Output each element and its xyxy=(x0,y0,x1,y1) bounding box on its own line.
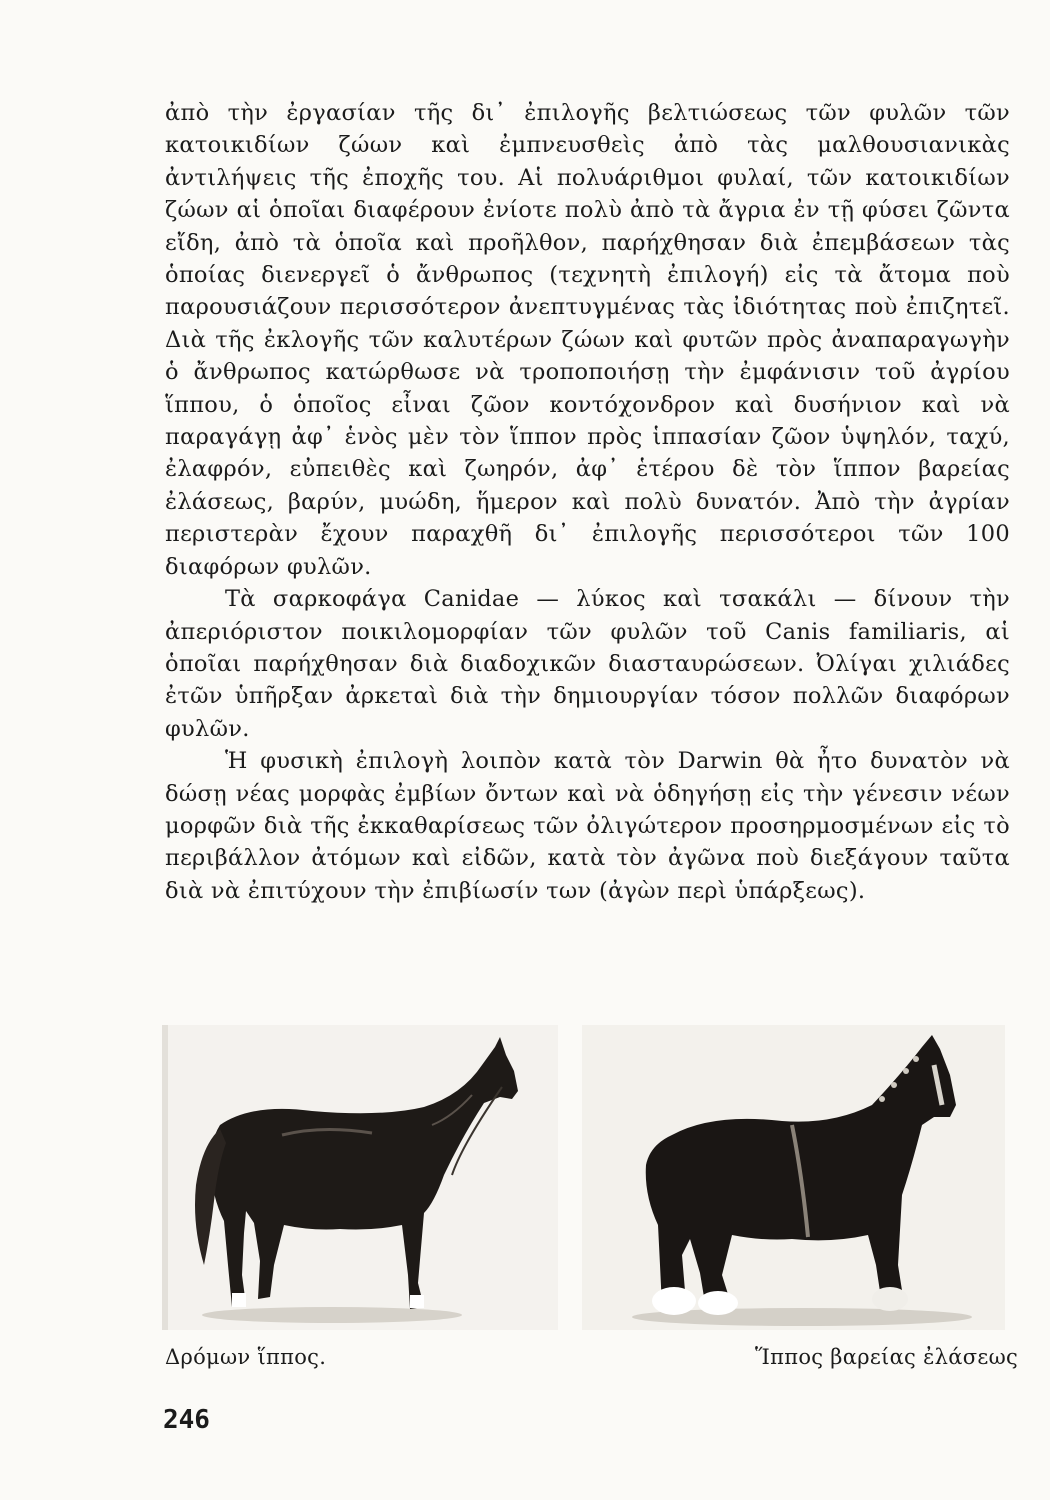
left-figure-caption: Δρόμων ἵππος. xyxy=(165,1345,327,1369)
paragraph-2: Τὰ σαρκοφάγα Canidae — λύκος καὶ τσακάλι — δίνουν τὴν ἀπεριόριστον ποικιλομορφίαν τῶν φυλῶν τοῦ Canis familiaris, αἱ ὁποῖαι παρήχθησαν διὰ διαδοχικῶν διασταυρώσεων. Ὀλίγαι χιλιάδες ἐτῶν ὑπῆρξαν ἀρκεταὶ διὰ τὴν δημιουργίαν τόσον πολλῶν διαφόρων φυλῶν. xyxy=(165,586,1010,742)
paragraph-3: Ἡ φυσικὴ ἐπιλογὴ λοιπὸν κατὰ τὸν Darwin θὰ ἦτο δυνατὸν νὰ δώσῃ νέας μορφὰς ἐμβίων ὄντων καὶ νὰ ὁδηγήσῃ εἰς τὴν γένεσιν νέων μορφῶν διὰ τῆς ἐκκαθαρίσεως τῶν ὀλιγώτερον προσηρμοσμένων εἰς τὸ περιβάλλον ἀτόμων καὶ εἰδῶν, κατὰ τὸν ἀγῶνα ποὺ διεξάγουν ταῦτα διὰ νὰ ἐπιτύχουν τὴν ἐπιβίωσίν των (ἀγὼν περὶ ὑπάρξεως). xyxy=(165,748,1010,904)
paragraph-1: ἀπὸ τὴν ἐργασίαν τῆς δι᾽ ἐπιλογῆς βελτιώσεως τῶν φυλῶν τῶν κατοικιδίων ζώων καὶ ἐμπνευσθεὶς ἀπὸ τὰς μαλθουσιανικὰς ἀντιλήψεις τῆς ἐποχῆς του. Αἱ πολυάριθμοι φυλαί, τῶν κατοικιδίων ζώων αἱ ὁποῖαι διαφέρουν ἐνίοτε πολὺ ἀπὸ τὰ ἄγρια ἐν τῇ φύσει ζῶντα εἴδη, ἀπὸ τὰ ὁποῖα καὶ προῆλθον, παρήχθησαν διὰ ἐπεμβάσεων τὰς ὁποίας διενεργεῖ ὁ ἄνθρωπος (τεχνητὴ ἐπιλογή) εἰς τὰ ἄτομα ποὺ παρουσιάζουν περισσότερον ἀνεπτυγμένας τὰς ἰδιότητας ποὺ ἐπιζητεῖ. Διὰ τῆς ἐκλογῆς τῶν καλυτέρων ζώων καὶ φυτῶν πρὸς ἀναπαραγωγὴν ὁ ἄνθρωπος κατώρθωσε νὰ τροποποιήσῃ τὴν ἐμφάνισιν τοῦ ἀγρίου ἵππου, ὁ ὁποῖος εἶναι ζῶον κοντόχονδρον καὶ δυσήνιον καὶ νὰ παραγάγῃ ἀφ᾽ ἑνὸς μὲν τὸν ἵππον πρὸς ἱππασίαν ζῶον ὑψηλόν, ταχύ, ἐλαφρόν, εὐπειθὲς καὶ ζωηρόν, ἀφ᾽ ἑτέρου δὲ τὸν ἵππον βαρείας ἐλάσεως, βαρύν, μυώδη, ἥμερον καὶ πολὺ δυνατόν. Ἀπὸ τὴν ἀγρίαν περιστερὰν ἔχουν παραχθῆ δι᾽ ἐπιλογῆς περισσότεροι τῶν 100 διαφόρων φυλῶν. xyxy=(165,100,1010,580)
racehorse-photo xyxy=(162,1025,558,1330)
body-text xyxy=(165,97,1010,907)
draft-horse-photo xyxy=(582,1025,1005,1330)
page-number: 246 xyxy=(163,1405,210,1435)
right-figure-caption: Ἵππος βαρείας ἐλάσεως xyxy=(755,1345,1019,1369)
